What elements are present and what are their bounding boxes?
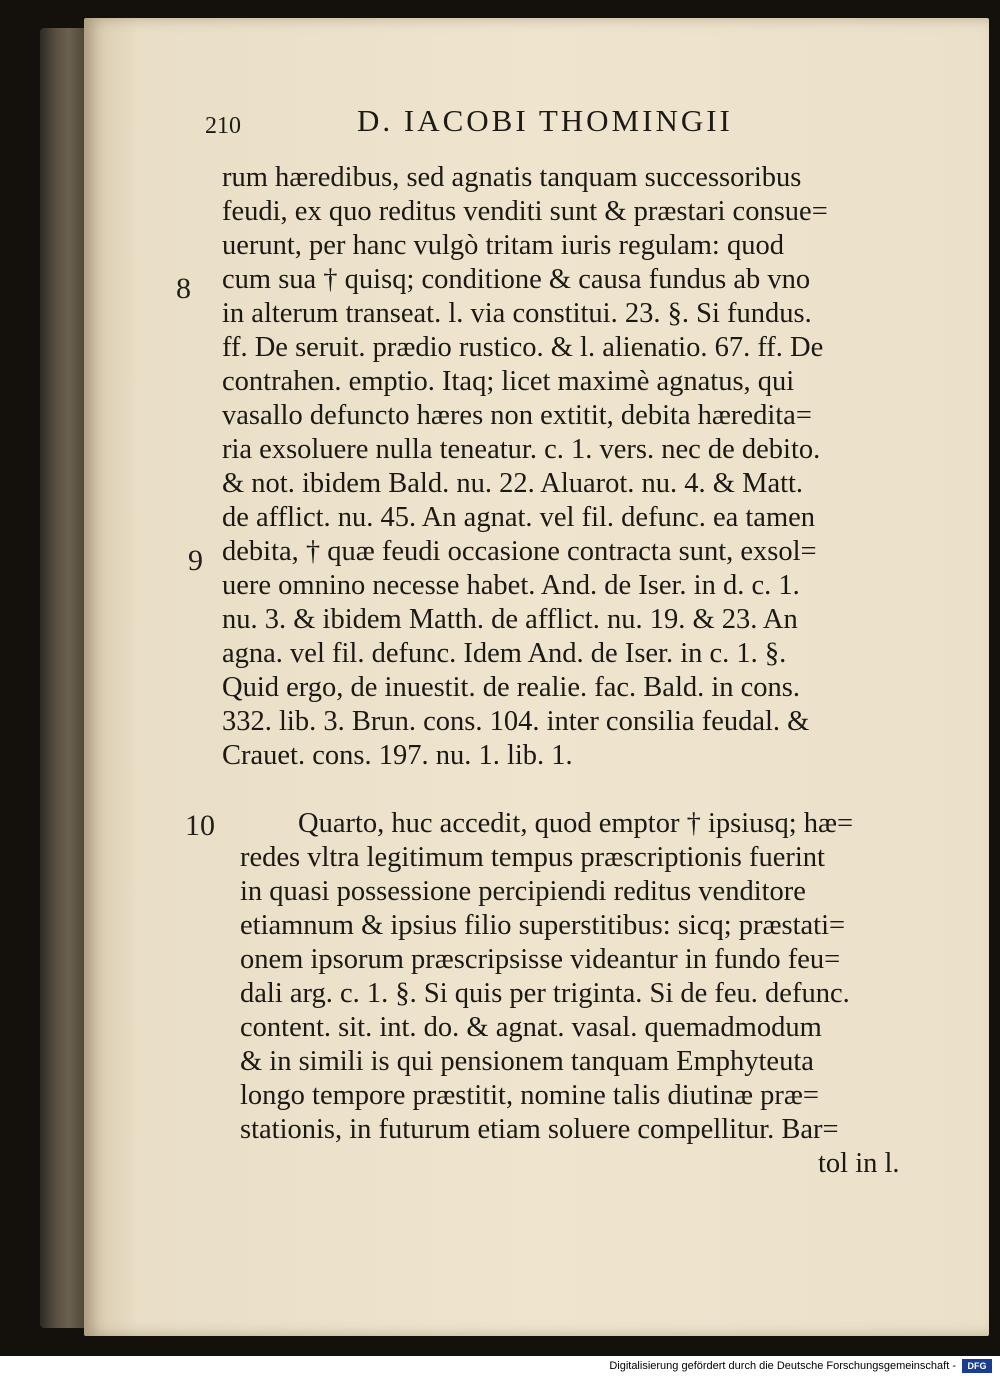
text-line: ff. De seruit. prædio rustico. & l. alienatio. 67. ff. De xyxy=(222,332,824,363)
catchword: tol in l. xyxy=(818,1148,900,1179)
text-line: 332. lib. 3. Brun. cons. 104. inter consilia feudal. & xyxy=(222,706,810,737)
dfg-logo: DFG xyxy=(962,1359,992,1373)
paragraph-first xyxy=(222,161,932,773)
footer-credit: Digitalisierung gefördert durch die Deutsche Forschungsgemeinschaft - xyxy=(609,1360,956,1372)
text-line: Quarto, huc accedit, quod emptor † ipsiusq; hæ= xyxy=(298,808,854,839)
text-line: nu. 3. & ibidem Matth. de afflict. nu. 19. & 23. An xyxy=(222,604,798,635)
text-line: dali arg. c. 1. §. Si quis per triginta. Si de feu. defunc. xyxy=(240,978,850,1009)
text-line: Crauet. cons. 197. nu. 1. lib. 1. xyxy=(222,740,573,771)
text-line: feudi, ex quo reditus venditi sunt & præstari consue= xyxy=(222,196,828,227)
text-line: Quid ergo, de inuestit. de realie. fac. Bald. in cons. xyxy=(222,672,801,703)
text-line: ria exsoluere nulla teneatur. c. 1. vers. nec de debito. xyxy=(222,434,821,465)
text-line: de afflict. nu. 45. An agnat. vel fil. defunc. ea tamen xyxy=(222,502,816,533)
page-number: 210 xyxy=(205,113,241,139)
text-line: contrahen. emptio. Itaq; licet maximè agnatus, qui xyxy=(222,366,795,397)
text-line: onem ipsorum præscripsisse videantur in fundo feu= xyxy=(240,944,841,975)
text-line: in alterum transeat. l. via constitui. 23. §. Si fundus. xyxy=(222,298,812,329)
running-title: D. IACOBI THOMINGII xyxy=(357,103,733,138)
paragraph-second xyxy=(240,807,940,1181)
margin-number: 9 xyxy=(188,544,203,577)
text-line: rum hæredibus, sed agnatis tanquam successoribus xyxy=(222,162,802,193)
text-line: debita, † quæ feudi occasione contracta sunt, exsol= xyxy=(222,536,817,567)
digitization-footer xyxy=(0,1356,1000,1376)
margin-number: 10 xyxy=(185,809,215,842)
text-line: stationis, in futurum etiam soluere compellitur. Bar= xyxy=(240,1114,839,1145)
text-line: redes vltra legitimum tempus præscriptionis fuerint xyxy=(240,842,825,873)
text-line: & in simili is qui pensionem tanquam Emphyteuta xyxy=(240,1046,814,1077)
text-line: etiamnum & ipsius filio superstitibus: sicq; præstati= xyxy=(240,910,846,941)
margin-number: 8 xyxy=(176,272,191,305)
book-edge xyxy=(40,28,88,1328)
text-line: cum sua † quisq; conditione & causa fundus ab vno xyxy=(222,264,811,295)
text-line: longo tempore præstitit, nomine talis diutinæ præ= xyxy=(240,1080,819,1111)
text-line: & not. ibidem Bald. nu. 22. Aluarot. nu. 4. & Matt. xyxy=(222,468,804,499)
text-line: in quasi possessione percipiendi reditus venditore xyxy=(240,876,806,907)
text-line: content. sit. int. do. & agnat. vasal. quemadmodum xyxy=(240,1012,822,1043)
text-line: vasallo defuncto hæres non extitit, debita hæredita= xyxy=(222,400,812,431)
text-line: agna. vel fil. defunc. Idem And. de Iser. in c. 1. §. xyxy=(222,638,787,669)
text-line: uere omnino necesse habet. And. de Iser. in d. c. 1. xyxy=(222,570,800,601)
text-line: uerunt, per hanc vulgò tritam iuris regulam: quod xyxy=(222,230,784,261)
